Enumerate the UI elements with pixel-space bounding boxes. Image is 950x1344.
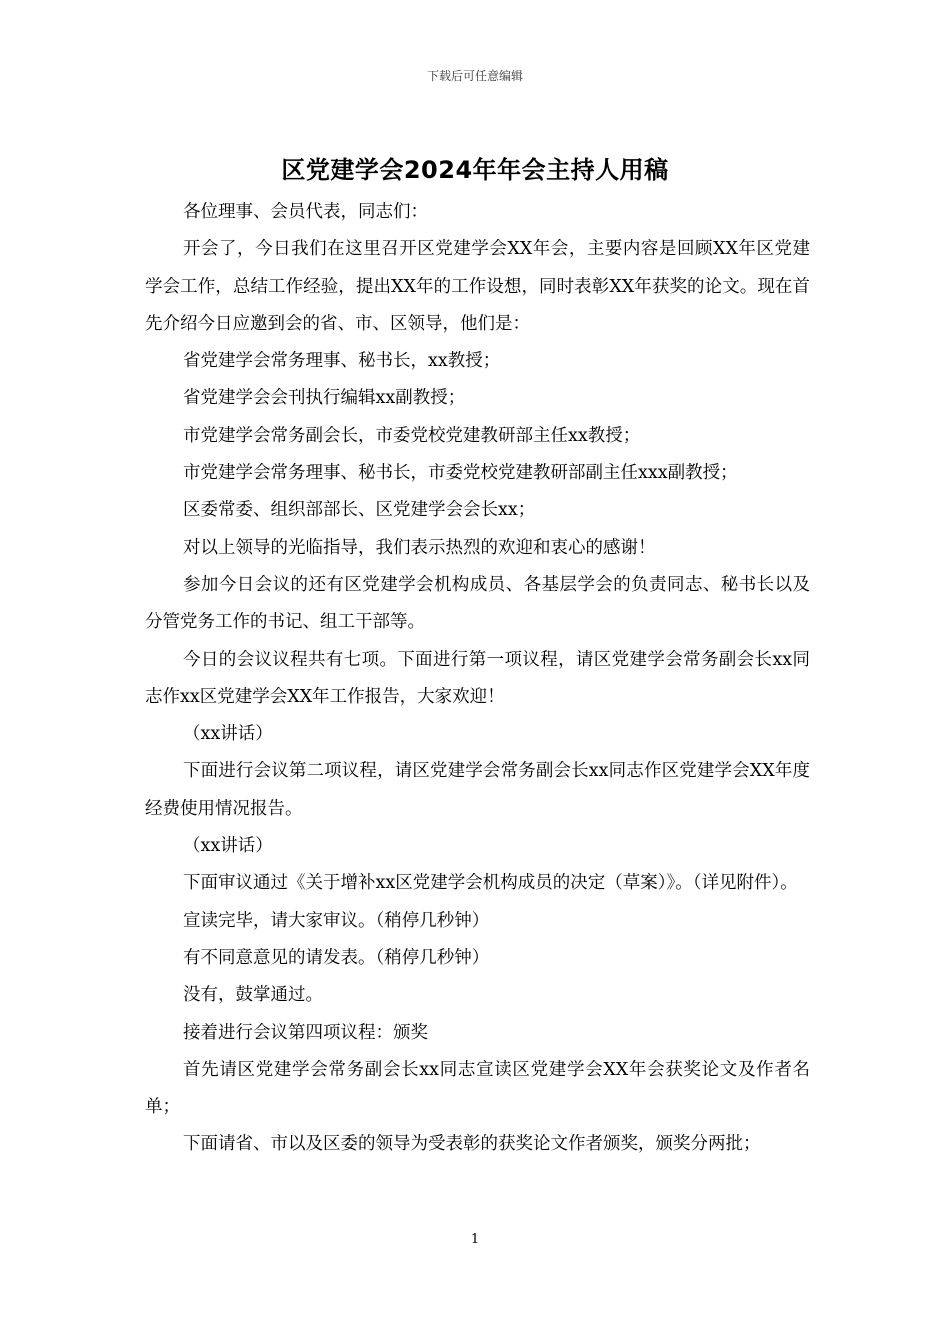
paragraph: 接着进行会议第四项议程：颁奖 (183, 1022, 428, 1043)
paragraph: 有不同意意见的请发表。（稍停几秒钟） (183, 947, 490, 968)
paragraph: 省党建学会会刊执行编辑xx副教授； (183, 388, 466, 409)
paragraph: 参加今日会议的还有区党建学会机构成员、各基层学会的负责同志、秘书长以及分管党务工作的书记、组工干部等。 (145, 574, 810, 633)
paragraph: 宣读完毕，请大家审议。（稍停几秒钟） (183, 910, 490, 931)
paragraph: （xx讲话） (183, 724, 273, 745)
paragraph: 对以上领导的光临指导，我们表示热烈的欢迎和衷心的感谢！ (183, 537, 656, 558)
paragraph: 下面审议通过《关于增补xx区党建学会机构成员的决定（草案）》。（详见附件）。 (183, 873, 798, 894)
paragraph: 开会了，今日我们在这里召开区党建学会XX年会，主要内容是回顾XX年区党建学会工作，总结工作经验，提出XX年的工作设想，同时表彰XX年获奖的论文。现在首先介绍今日应邀到会的省、市、区领导，他们是： (145, 239, 810, 334)
document-title: 区党建学会2024年年会主持人用稿 (281, 156, 669, 184)
paragraph: 市党建学会常务副会长，市委党校党建教研部主任xx教授； (183, 425, 641, 446)
paragraph: （xx讲话） (183, 836, 273, 857)
page-number: 1 (470, 1232, 480, 1247)
paragraph: 没有，鼓掌通过。 (183, 985, 323, 1006)
paragraph: 市党建学会常务理事、秘书长，市委党校党建教研部副主任xxx副教授； (183, 463, 738, 484)
paragraph: 各位理事、会员代表，同志们： (183, 202, 428, 222)
paragraph: 今日的会议议程共有七项。下面进行第一项议程，请区党建学会常务副会长xx同志作xx区党建学会XX年工作报告，大家欢迎！ (145, 649, 810, 707)
paragraph: 区委常委、组织部部长、区党建学会会长xx； (183, 500, 536, 521)
paragraph: 下面进行会议第二项议程，请区党建学会常务副会长xx同志作区党建学会XX年度经费使用情况报告。 (145, 761, 810, 819)
paragraph: 省党建学会常务理事、秘书长，xx教授； (183, 351, 501, 372)
document-body (145, 194, 810, 1164)
paragraph: 首先请区党建学会常务副会长xx同志宣读区党建学会XX年会获奖论文及作者名单； (145, 1059, 810, 1118)
page-header-note: 下载后可任意编辑 (426, 69, 523, 83)
paragraph: 下面请省、市以及区委的领导为受表彰的获奖论文作者颁奖，颁奖分两批； (183, 1134, 761, 1155)
